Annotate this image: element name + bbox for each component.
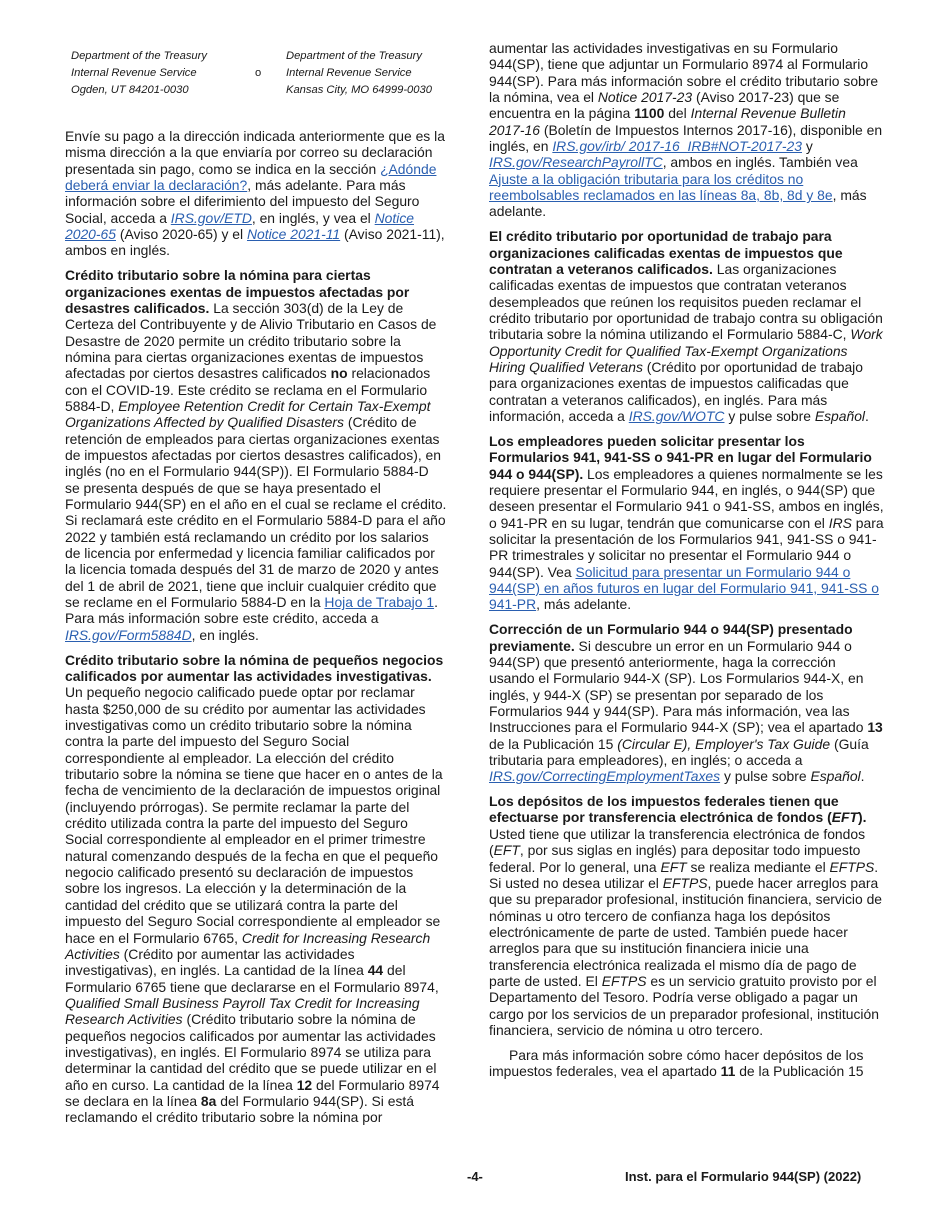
- research-credit-paragraph: Crédito tributario sobre la nómina de pequeños negocios calificados por aumentar las actividades investigativas. Un pequeño negocio calificado puede optar por reclamar hasta $250,000 de su crédito por aumentar las actividades investigativas como un crédito tributario sobre la nómina contra la parte del impuesto del Seguro Social correspondiente al empleador. La elección del crédito tributario sobre la nómina se tiene que hacer en o antes de la fecha de vencimiento de la declaración de impuestos original (incluyendo prórrogas). Se permite reclamar la parte del crédito utilizada contra la parte del impuesto del Seguro Social correspondiente al empleador en el primer trimestre natural comenzando después de la fecha en que el pequeño negocio calificado presentó su declaración de impuestos sobre los ingresos. La elección y la determinación de la cantidad del crédito que se utilizará contra la parte del impuesto del Seguro Social correspondiente al empleador se hace en el Formulario 6765, Credit for Increasing Research Activities (Crédito por aumentar las actividades investigativas), en inglés. La cantidad de la línea 44 del Formulario 6765 tiene que declararse en el Formulario 8974, Qualified Small Business Payroll Tax Credit for Increasing Research Activities (Crédito tributario sobre la nómina de pequeños negocios calificados por aumentar las actividades investigativas), en inglés. El Formulario 8974 se utiliza para determinar la cantidad del crédito que se puede utilizar en el año en curso. La cantidad de la línea 12 del Formulario 8974 se declara en la línea 8a del Formulario 944(SP). Si está reclamando el crédito tributario sobre la nómina por: [65, 651, 444, 1126]
- wotc-paragraph: El crédito tributario por oportunidad de trabajo para organizaciones calificadas exentas de impuestos que contratan a veteranos calificados. Las organizaciones calificadas exentas de impuestos que contratan veteranos desempleados que reúnen los requisitos pueden reclamar el crédito tributario por oportunidad de trabajo contra su obligación tributaria sobre la nómina utilizando el Formulario 5884-C, Work Opportunity Credit for Qualified Tax-Exempt Organizations Hiring Qualified Veterans (Crédito por oportunidad de trabajo para organizaciones exentas de impuestos calificadas que contratan a veteranos calificados), en inglés. Para más información, acceda a IRS.gov/WOTC y pulse sobre Español.: [489, 228, 883, 425]
- link-ajuste-obligacion[interactable]: Ajuste a la obligación tributaria para los créditos no reembolsables reclamados en las líneas 8a, 8b, 8d y 8e: [489, 170, 833, 204]
- eft-paragraph: Los depósitos de los impuestos federales tienen que efectuarse por transferencia electrónica de fondos (EFT). Usted tiene que utilizar la transferencia electrónica de fondos (EFT, por sus siglas en inglés) para depositar todo impuesto federal. Por lo general, una EFT se realiza mediante el EFTPS. Si usted no desea utilizar el EFTPS, puede hacer arreglos para que su preparador profesional, institución financiera, servicio de nóminas u otro tercero de confianza haga los depósitos electrónicamente de parte de usted. También puede hacer arreglos para que su institución financiera inicie una transferencia electrónica realizada el mismo día de pago de parte de usted. El EFTPS es un servicio gratuito provisto por el Departamento del Tesoro. Podría verse obligado a pagar un cargo por los servicios de un preparador profesional, institución financiera, servicio de nómina u otro tercero.: [489, 793, 883, 1038]
- link-notice-2020-65[interactable]: Notice 2020-65: [65, 209, 415, 243]
- page-number: -4-: [467, 1169, 483, 1184]
- section-heading: Los depósitos de los impuestos federales tienen que efectuarse por transferencia electrónica de fondos (EFT).: [489, 793, 867, 826]
- correction-paragraph: Corrección de un Formulario 944 o 944(SP) presentado previamente. Si descubre un error en un Formulario 944 o 944(SP) que presentó anteriormente, haga la corrección usando el Formulario 944-X (SP). Los Formularios 944-X, en inglés, y 944-X (SP) se presentan por separado de los Formularios 944 y 944(SP). Para más información, vea las Instrucciones para el Formulario 944-X (SP); vea el apartado 13 de la Publicación 15 (Circular E), Employer's Tax Guide (Guía tributaria para empleadores), en inglés; o acceda a IRS.gov/CorrectingEmploymentTaxes y pulse sobre Español.: [489, 621, 883, 785]
- deposit-info-paragraph: Para más información sobre cómo hacer depósitos de los impuestos federales, vea el apartado 11 de la Publicación 15: [489, 1046, 864, 1080]
- link-donde-enviar[interactable]: ¿Adónde deberá enviar la declaración?: [65, 160, 437, 194]
- link-notice-2021-11[interactable]: Notice 2021-11: [246, 226, 341, 243]
- footer-title: Inst. para el Formulario 944(SP) (2022): [625, 1169, 862, 1184]
- section-heading: El crédito tributario por oportunidad de trabajo para organizaciones calificadas exentas de impuestos que contratan a veteranos calificados.: [489, 228, 843, 277]
- research-credit-continued: aumentar las actividades investigativas en su Formulario 944(SP), tiene que adjuntar un Formulario 8974 al Formulario 944(SP). Para más información sobre el crédito tributario sobre la nómina, vea el Notice 2017-23 (Aviso 2017-23) que se encuentra en la página 1100 del Internal Revenue Bulletin 2017-16 (Boletín de Impuestos Internos 2017-16), disponible en inglés, en IRS.gov/irb/ 2017-16_IRB#NOT-2017-23 y IRS.gov/ResearchPayrollTC, ambos en inglés. También vea Ajuste a la obligación tributaria para los créditos no reembolsables reclamados en las líneas 8a, 8b, 8d y 8e, más adelante.: [489, 40, 883, 220]
- address-ogden: Department of the Treasury Internal Revenue Service Ogden, UT 84201-0030: [71, 50, 207, 96]
- payment-paragraph: Envíe su pago a la dirección indicada anteriormente que es la misma dirección a la que enviaría por correo su declaración presentada sin pago, como se indica en la sección ¿Adónde deberá enviar la declaración?, más adelante. Para más información sobre el diferimiento del impuesto del Seguro Social, acceda a IRS.gov/ETD, en inglés, y vea el Notice 2020-65 (Aviso 2020-65) y el Notice 2021-11 (Aviso 2021-11), ambos en inglés.: [65, 128, 445, 259]
- link-irs-etd[interactable]: IRS.gov/ETD: [170, 209, 252, 226]
- link-irs-wotc[interactable]: IRS.gov/WOTC: [628, 408, 725, 425]
- section-heading: Corrección de un Formulario 944 o 944(SP) presentado previamente.: [489, 621, 853, 654]
- link-irs-irb-2017-16[interactable]: IRS.gov/irb/ 2017-16_IRB#NOT-2017-23: [552, 138, 802, 155]
- disaster-credit-paragraph: Crédito tributario sobre la nómina para ciertas organizaciones exentas de impuestos afectadas por desastres calificados. La sección 303(d) de la Ley de Certeza del Contribuyente y de Alivio Tributario en Casos de Desastre de 2020 permite un crédito tributario sobre la nómina para ciertas organizaciones exentas de impuestos afectadas por ciertos desastres calificados no relacionados con el COVID-19. Este crédito se reclama en el Formulario 5884-D, Employee Retention Credit for Certain Tax-Exempt Organizations Affected by Qualified Disasters (Crédito de retención de empleados para ciertas organizaciones exentas de impuestos afectadas por ciertos desastres calificados), en inglés (no en el Formulario 944(SP)). El Formulario 5884-D se presenta después de que se haya presentado el Formulario 944(SP) en el año en el cual se reclame el crédito. Si reclamará este crédito en el Formulario 5884-D para el año 2022 y también está reclamando un crédito por los salarios de licencia por enfermedad y licencia familiar calificados por la licencia tomada después del 31 de marzo de 2020 y antes del 1 de abril de 2021, tiene que incluir cualquier crédito que se reclame en el Formulario 5884-D en la Hoja de Trabajo 1. Para más información sobre este crédito, acceda a IRS.gov/Form5884D, en inglés.: [65, 267, 447, 643]
- left-column: [65, 40, 447, 1134]
- link-irs-research-payroll-tc[interactable]: IRS.gov/ResearchPayrollTC: [489, 154, 663, 171]
- section-heading: Los empleadores pueden solicitar presentar los Formularios 941, 941-SS o 941-PR en lugar del Formulario 944 o 944(SP).: [489, 432, 872, 482]
- link-hoja-de-trabajo-1[interactable]: Hoja de Trabajo 1: [324, 594, 435, 611]
- right-column: [489, 40, 885, 1088]
- link-irs-correcting-employment-taxes[interactable]: IRS.gov/CorrectingEmploymentTaxes: [489, 768, 721, 785]
- address-kansas-city: Department of the Treasury Internal Revenue Service Kansas City, MO 64999-0030: [286, 50, 432, 96]
- link-solicitud-presentar[interactable]: Solicitud para presentar un Formulario 944 o 944(SP) en años futuros en lugar del Formulario 941, 941-SS o 941-PR: [489, 563, 879, 613]
- link-irs-form5884d[interactable]: IRS.gov/Form5884D: [65, 626, 192, 643]
- address-or: o: [255, 67, 262, 79]
- mailing-addresses: [65, 48, 447, 128]
- section-heading: Crédito tributario sobre la nómina de pequeños negocios calificados por aumentar las actividades investigativas.: [65, 651, 444, 684]
- file-941-paragraph: Los empleadores pueden solicitar presentar los Formularios 941, 941-SS o 941-PR en lugar del Formulario 944 o 944(SP). Los empleadores a quienes normalmente se les requiere presentar el Formulario 944, en inglés, o 944(SP) que deseen presentar el Formulario 941 o 941-SS, ambos en inglés, o 941-PR en su lugar, tendrán que comunicarse con el IRS para solicitar la presentación de los Formularios 941, 941-SS o 941-PR trimestrales y solicitar no presentar el Formulario 944 o 944(SP). Vea Solicitud para presentar un Formulario 944 o 944(SP) en años futuros en lugar del Formulario 941, 941-SS o 941-PR, más adelante.: [489, 432, 884, 613]
- section-heading: Crédito tributario sobre la nómina para ciertas organizaciones exentas de impuestos afectadas por desastres calificados.: [65, 267, 410, 316]
